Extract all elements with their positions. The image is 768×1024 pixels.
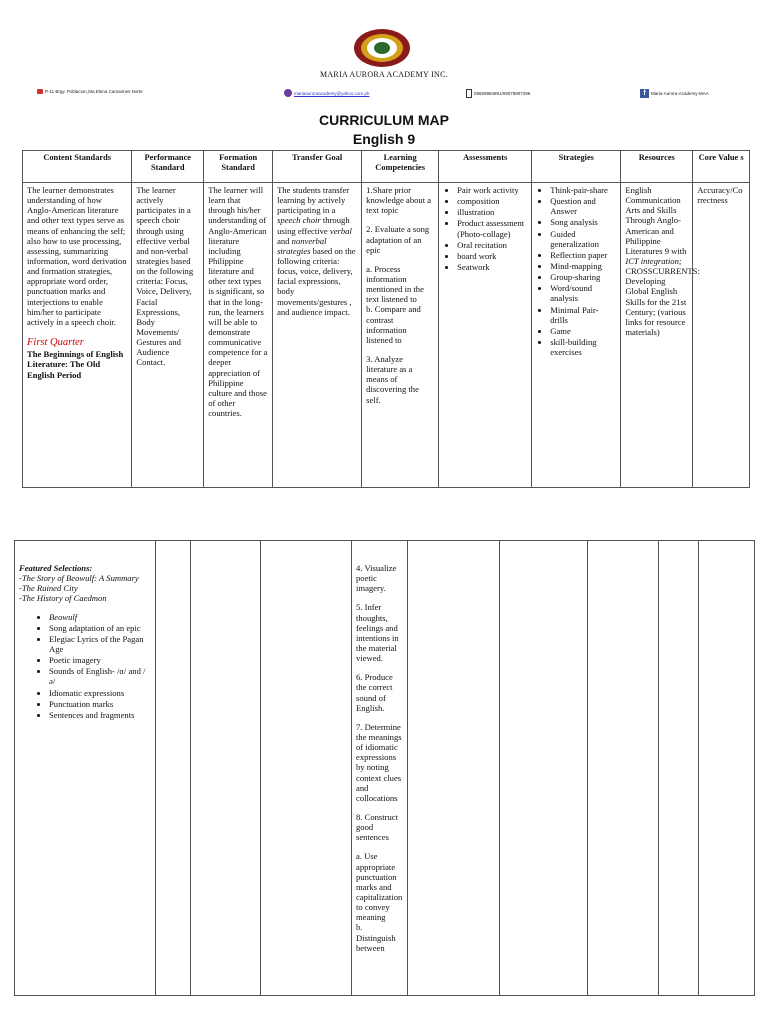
col-content-standards: Content Standards xyxy=(23,151,132,183)
empty-cell xyxy=(191,541,261,996)
content-standard-text: The learner demonstrates understanding of how Anglo-American literature and other text types serve as means of enhancing the self; also how to use processing, assessing, summarizing information, word derivation and formation strategies, appropriate word order, punctuation marks and interjections to enable him/her to participate actively in a speech choir. xyxy=(27,185,127,327)
competency-item: 3. Analyze literature as a means of discovering the self. xyxy=(366,353,419,405)
address-line xyxy=(37,89,143,94)
email-line xyxy=(284,89,369,97)
competency-item: a. Use appropriate punctuation marks and capitalization to convey meaning xyxy=(356,851,403,923)
col-performance-standard: Performance Standard xyxy=(132,151,204,183)
page-title: CURRICULUM MAP xyxy=(319,112,449,128)
competency-item: a. Process information mentioned in the text listened to xyxy=(366,263,424,305)
transfer-goal-cell xyxy=(273,183,362,488)
assessments-cell xyxy=(439,183,532,488)
col-resources: Resources xyxy=(621,151,693,183)
transfer-text: nonverbal strategies xyxy=(277,235,327,256)
quarter-label: First Quarter xyxy=(27,336,84,348)
transfer-text: based on the following criteria: focus, voice, delivery, facial expressions, body movements/gestures , and audience impact. xyxy=(277,245,356,317)
resources-text: English Communication Arts and Skills Through Anglo-American and Philippine Literatures 9 with xyxy=(625,185,687,256)
table-row xyxy=(15,541,755,996)
list-item: • Punctuation marks xyxy=(49,699,151,709)
list-item: • Poetic imagery xyxy=(49,655,151,665)
transfer-text: and xyxy=(277,235,290,246)
empty-cell xyxy=(588,541,659,996)
competency-item: b. Compare and contrast information listened to xyxy=(366,304,421,345)
curriculum-table-2 xyxy=(14,540,755,996)
phone-icon xyxy=(466,89,472,98)
competency-item: 7. Determine the meanings of idiomatic expressions by noting context clues and collocations xyxy=(356,721,402,803)
empty-cell xyxy=(156,541,191,996)
empty-cell xyxy=(699,541,755,996)
content-standard-cell xyxy=(23,183,132,488)
list-item: • Sounds of English- /ɑ/ and /ə/ xyxy=(49,666,151,686)
featured-item: -The Story of Beowulf: A Summary xyxy=(19,573,139,584)
location-icon xyxy=(37,89,43,94)
list-item: • skill-building exercises xyxy=(550,337,616,357)
competency-item: 2. Evaluate a song adaptation of an epic xyxy=(366,224,430,255)
school-logo xyxy=(352,28,412,68)
address-text: P-11 Brgy. Poblacion,Sta Elena Camarines Norte xyxy=(45,89,143,94)
list-item: • Sentences and fragments xyxy=(49,710,151,720)
list-item: • Guided generalization xyxy=(550,229,616,249)
header-row xyxy=(23,151,750,183)
featured-label: Featured Selections: xyxy=(19,563,93,573)
col-core-values: Core Value s xyxy=(693,151,750,183)
transfer-text: through using effective xyxy=(277,215,350,236)
resources-text: CROSSCURRENTS: Developing Global English Skills for the 21st Century; xyxy=(625,266,700,317)
list-item: • Oral recitation xyxy=(457,240,527,250)
formation-standard-cell: The learner will learn that through his/her understanding of Anglo-American literature including Philippine literature and other text types is significant, so that in the long-run, the learners will be able to demonstrate communicative competence for a deeper appreciation of Philippine culture and those of other countries. xyxy=(204,183,273,488)
list-item: • composition xyxy=(457,196,527,206)
competency-item: 1.Share prior knowledge about a text topic xyxy=(366,185,432,216)
school-name: MARIA AURORA ACADEMY INC. xyxy=(319,70,449,79)
transfer-text: The students transfer learning by actively participating in a xyxy=(277,185,350,216)
featured-cell xyxy=(15,541,156,996)
resources-text: (various links for resource materials) xyxy=(625,306,686,337)
strategies-cell xyxy=(532,183,621,488)
list-item: • Song adaptation of an epic xyxy=(49,623,151,633)
phone-text: 09659984891/09078807296 xyxy=(474,91,531,96)
list-item: • Elegiac Lyrics of the Pagan Age xyxy=(49,634,151,654)
list-item: • Seatwork xyxy=(457,262,527,272)
list-item: • Product assessment (Photo-collage) xyxy=(457,218,527,238)
list-item: • Mind-mapping xyxy=(550,261,616,271)
email-icon xyxy=(284,89,292,97)
list-item: • illustration xyxy=(457,207,527,217)
email-link[interactable]: mariaauroraacademy@yahoo.com.ph xyxy=(294,90,370,96)
performance-standard-cell: The learner actively participates in a speech choir through using effective verbal and non-verbal strategies based on the following criteria: Focus, Voice, Delivery, Facial Expressions, Body Movements/ Gestures and Audience Contact. xyxy=(132,183,204,488)
empty-cell xyxy=(659,541,699,996)
facebook-text: Maria-Aurora-Academy-MAA xyxy=(651,91,709,96)
list-item: • Song analysis xyxy=(550,217,616,227)
competency-item: 5. Infer thoughts, feelings and intentions in the material viewed. xyxy=(356,602,399,664)
col-transfer-goal: Transfer Goal xyxy=(273,151,362,183)
competencies-cell xyxy=(352,541,408,996)
phone-line xyxy=(466,89,530,98)
facebook-icon: f xyxy=(640,89,649,98)
col-formation-standard: Formation Standard xyxy=(204,151,273,183)
list-item: • Think-pair-share xyxy=(550,185,616,195)
list-item: • Pair work activity xyxy=(457,185,527,195)
featured-item: -The Ruined City xyxy=(19,583,78,594)
list-item: • Group-sharing xyxy=(550,272,616,282)
list-item: • Word/sound analysis xyxy=(550,283,616,303)
competencies-cell xyxy=(362,183,439,488)
featured-item: -The History of Caedmon xyxy=(19,593,107,604)
transfer-text: verbal xyxy=(329,225,352,236)
resources-cell xyxy=(621,183,700,488)
list-item: • board work xyxy=(457,251,527,261)
col-strategies: Strategies xyxy=(532,151,621,183)
list-item: • Reflection paper xyxy=(550,250,616,260)
competency-item: 4. Visualize poetic imagery. xyxy=(356,563,397,594)
competency-item: b. Distinguish between xyxy=(356,922,396,953)
table-row xyxy=(23,183,750,488)
list-item: • Question and Answer xyxy=(550,196,616,216)
list-item: • Minimal Pair- drills xyxy=(550,305,616,325)
empty-cell xyxy=(500,541,588,996)
list-item: • Beowulf xyxy=(49,612,151,622)
quarter-title: The Beginnings of English Literature: The Old English Period xyxy=(27,349,124,380)
empty-cell xyxy=(261,541,352,996)
page-subtitle: English 9 xyxy=(352,131,416,147)
col-assessments: Assessments xyxy=(439,151,532,183)
resources-text: ICT integration; xyxy=(625,255,682,266)
empty-cell xyxy=(408,541,500,996)
list-item: • Idiomatic expressions xyxy=(49,688,151,698)
competency-item: 8. Construct good sentences xyxy=(356,811,399,843)
curriculum-table-1 xyxy=(22,150,750,488)
list-item: • Game xyxy=(550,326,616,336)
core-value-cell: Accuracy/Correctness xyxy=(693,183,750,488)
col-learning-competencies: Learning Competencies xyxy=(362,151,439,183)
facebook-line xyxy=(640,89,709,98)
transfer-text: speech choir xyxy=(277,215,321,226)
competency-item: 6. Produce the correct sound of English. xyxy=(356,672,393,713)
